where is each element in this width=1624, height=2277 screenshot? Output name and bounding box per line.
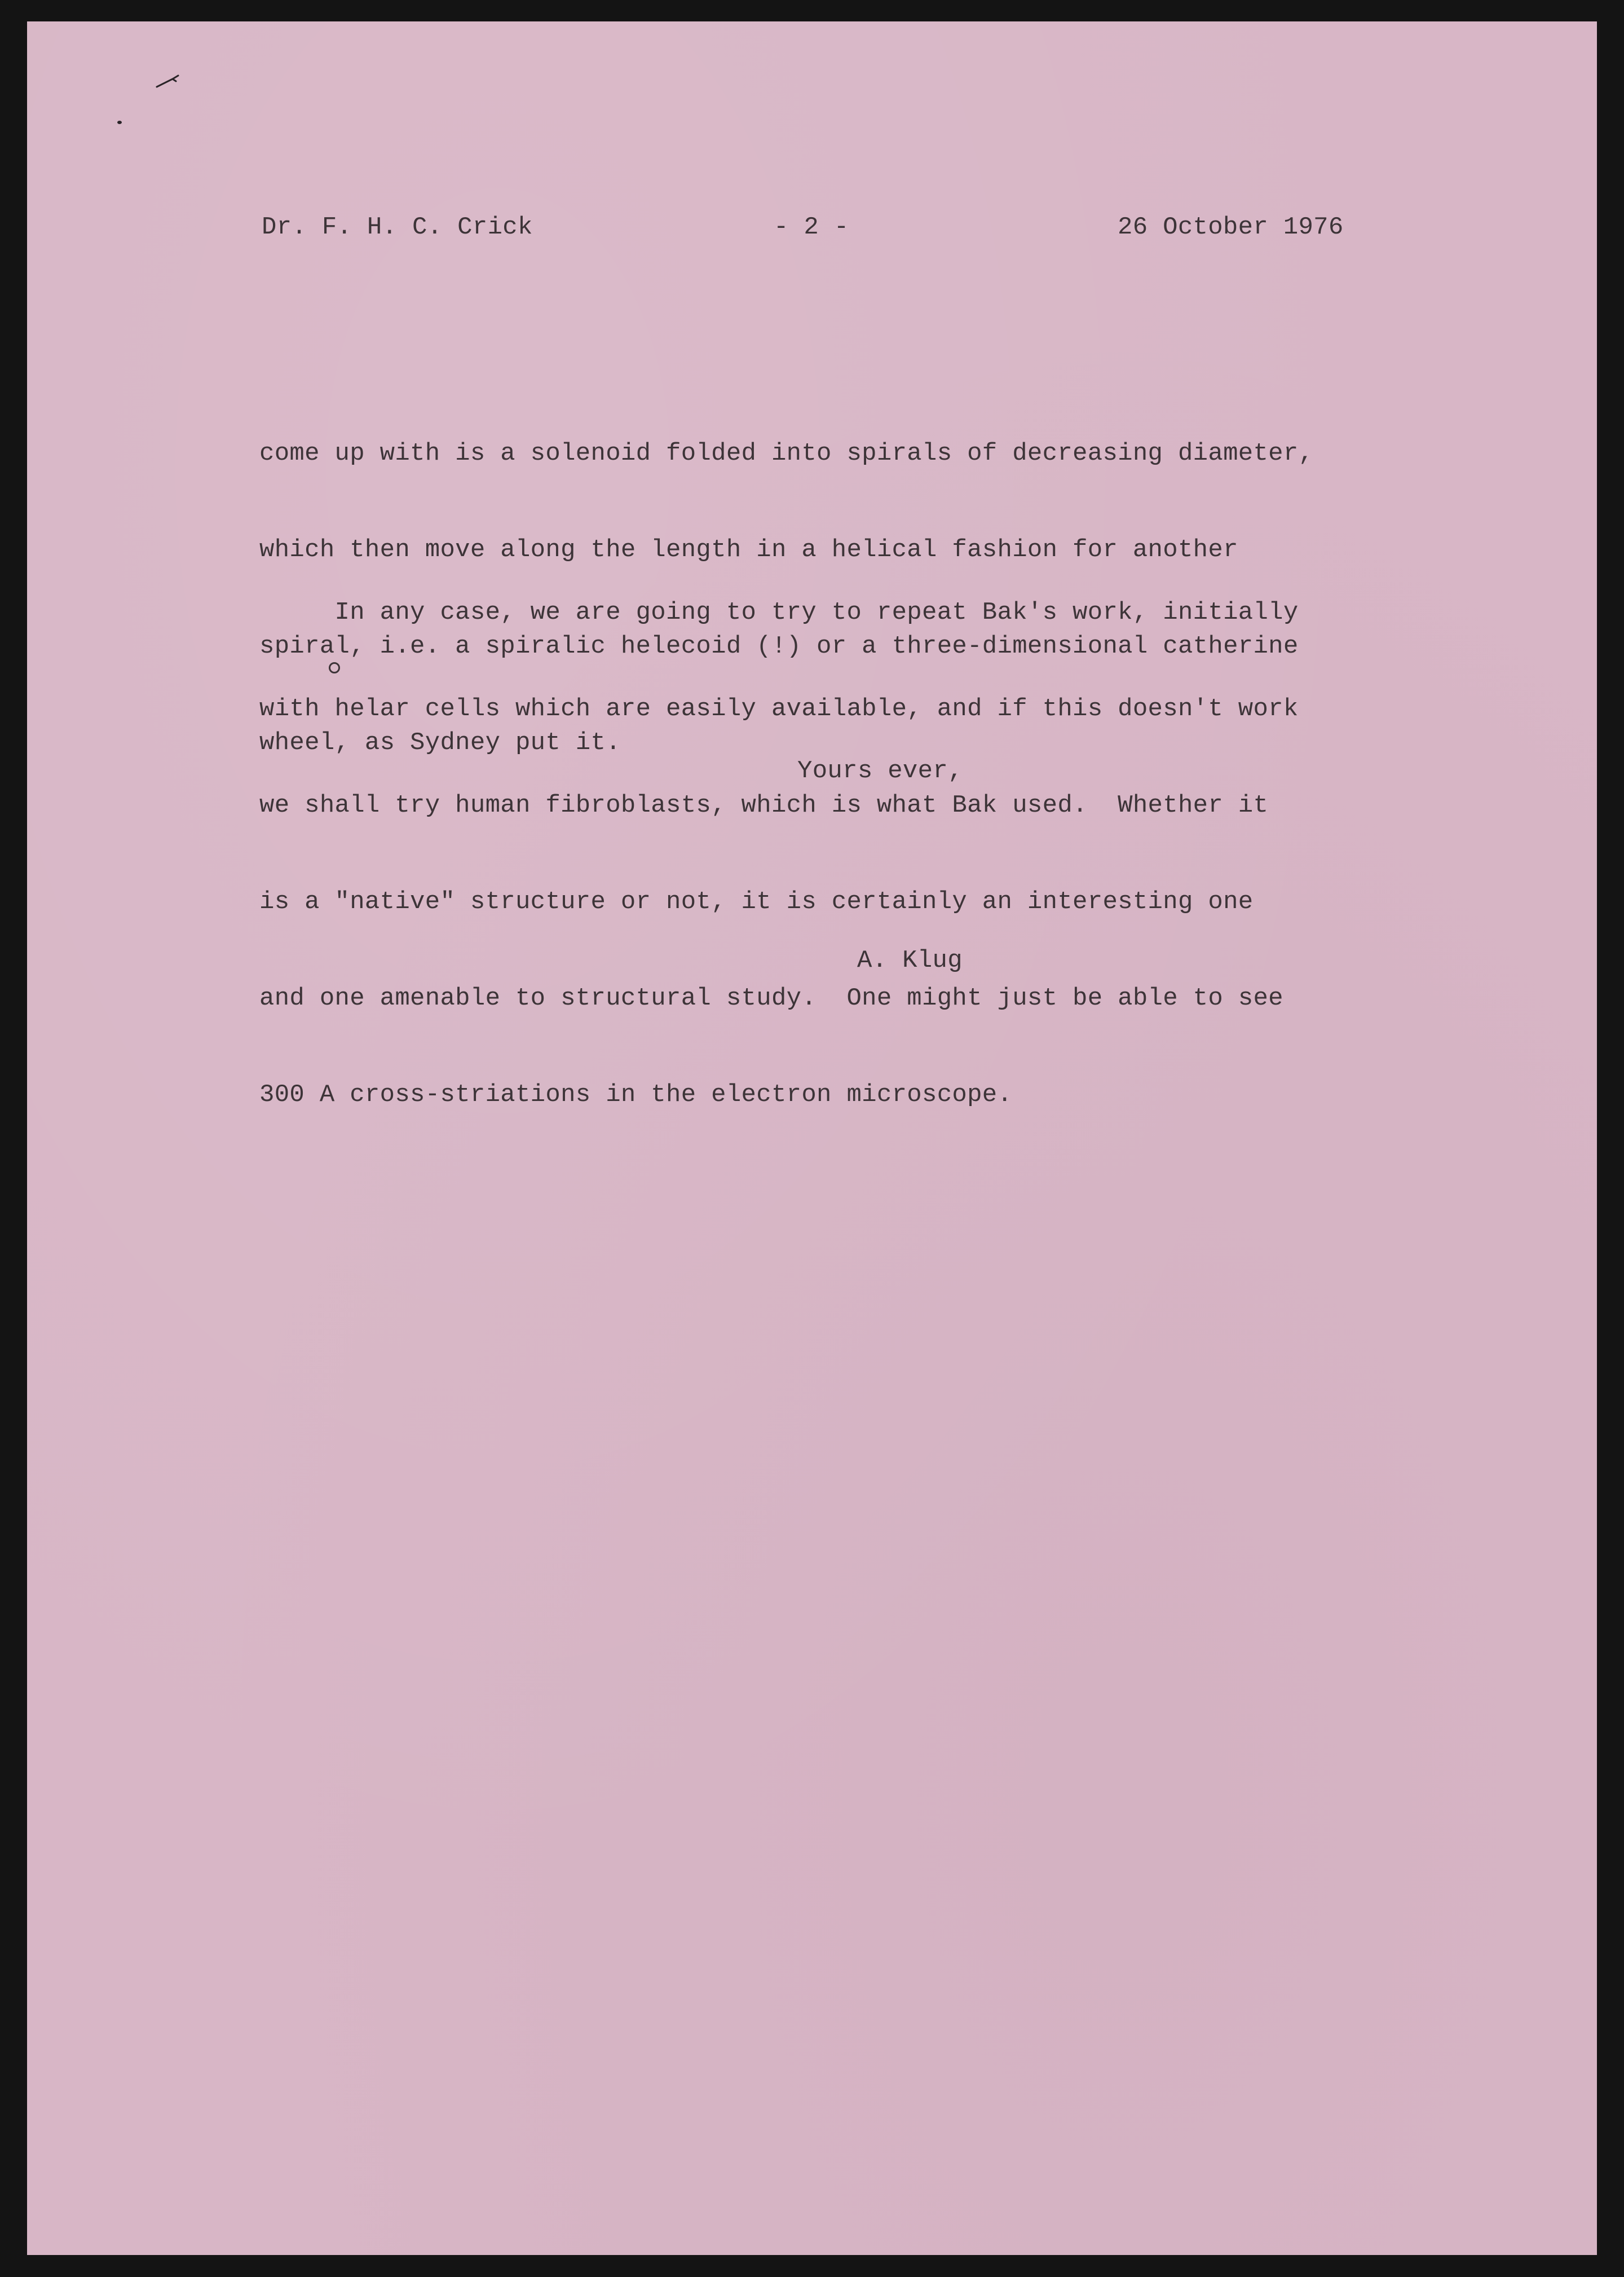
paragraph-line: we shall try human fibroblasts, which is what Bak used. Whether it <box>259 791 1269 820</box>
paragraph-line: come up with is a solenoid folded into spirals of decreasing diameter, <box>259 439 1314 468</box>
closing-salutation: Yours ever, <box>797 757 963 785</box>
paragraph-line: is a "native" structure or not, it is certainly an interesting one <box>259 888 1254 916</box>
paragraph-line: In any case, we are going to try to repeat Bak's work, initially <box>259 598 1299 627</box>
angstrom-ring-mark <box>329 662 340 673</box>
paragraph-line: spiral, i.e. a spiralic helecoid (!) or a three-dimensional catherine <box>259 632 1299 660</box>
header-page-number: - 2 - <box>774 213 849 241</box>
stray-pen-mark <box>156 73 180 89</box>
paragraph-line: with helar cells which are easily available, and if this doesn't work <box>259 695 1299 723</box>
paragraph-line: wheel, as Sydney put it. <box>259 729 621 757</box>
paragraph-line: and one amenable to structural study. One might just be able to see <box>259 984 1283 1012</box>
body-paragraph-2 <box>259 532 1299 1175</box>
stray-dot-mark <box>117 121 122 124</box>
header-recipient: Dr. F. H. C. Crick <box>262 213 533 241</box>
signature-name: A. Klug <box>857 946 963 975</box>
header-date: 26 October 1976 <box>1118 213 1344 241</box>
letter-page <box>27 21 1597 2255</box>
paragraph-line: 300 A cross-striations in the electron microscope. <box>259 1081 1013 1109</box>
paragraph-line: which then move along the length in a helical fashion for another <box>259 536 1238 564</box>
